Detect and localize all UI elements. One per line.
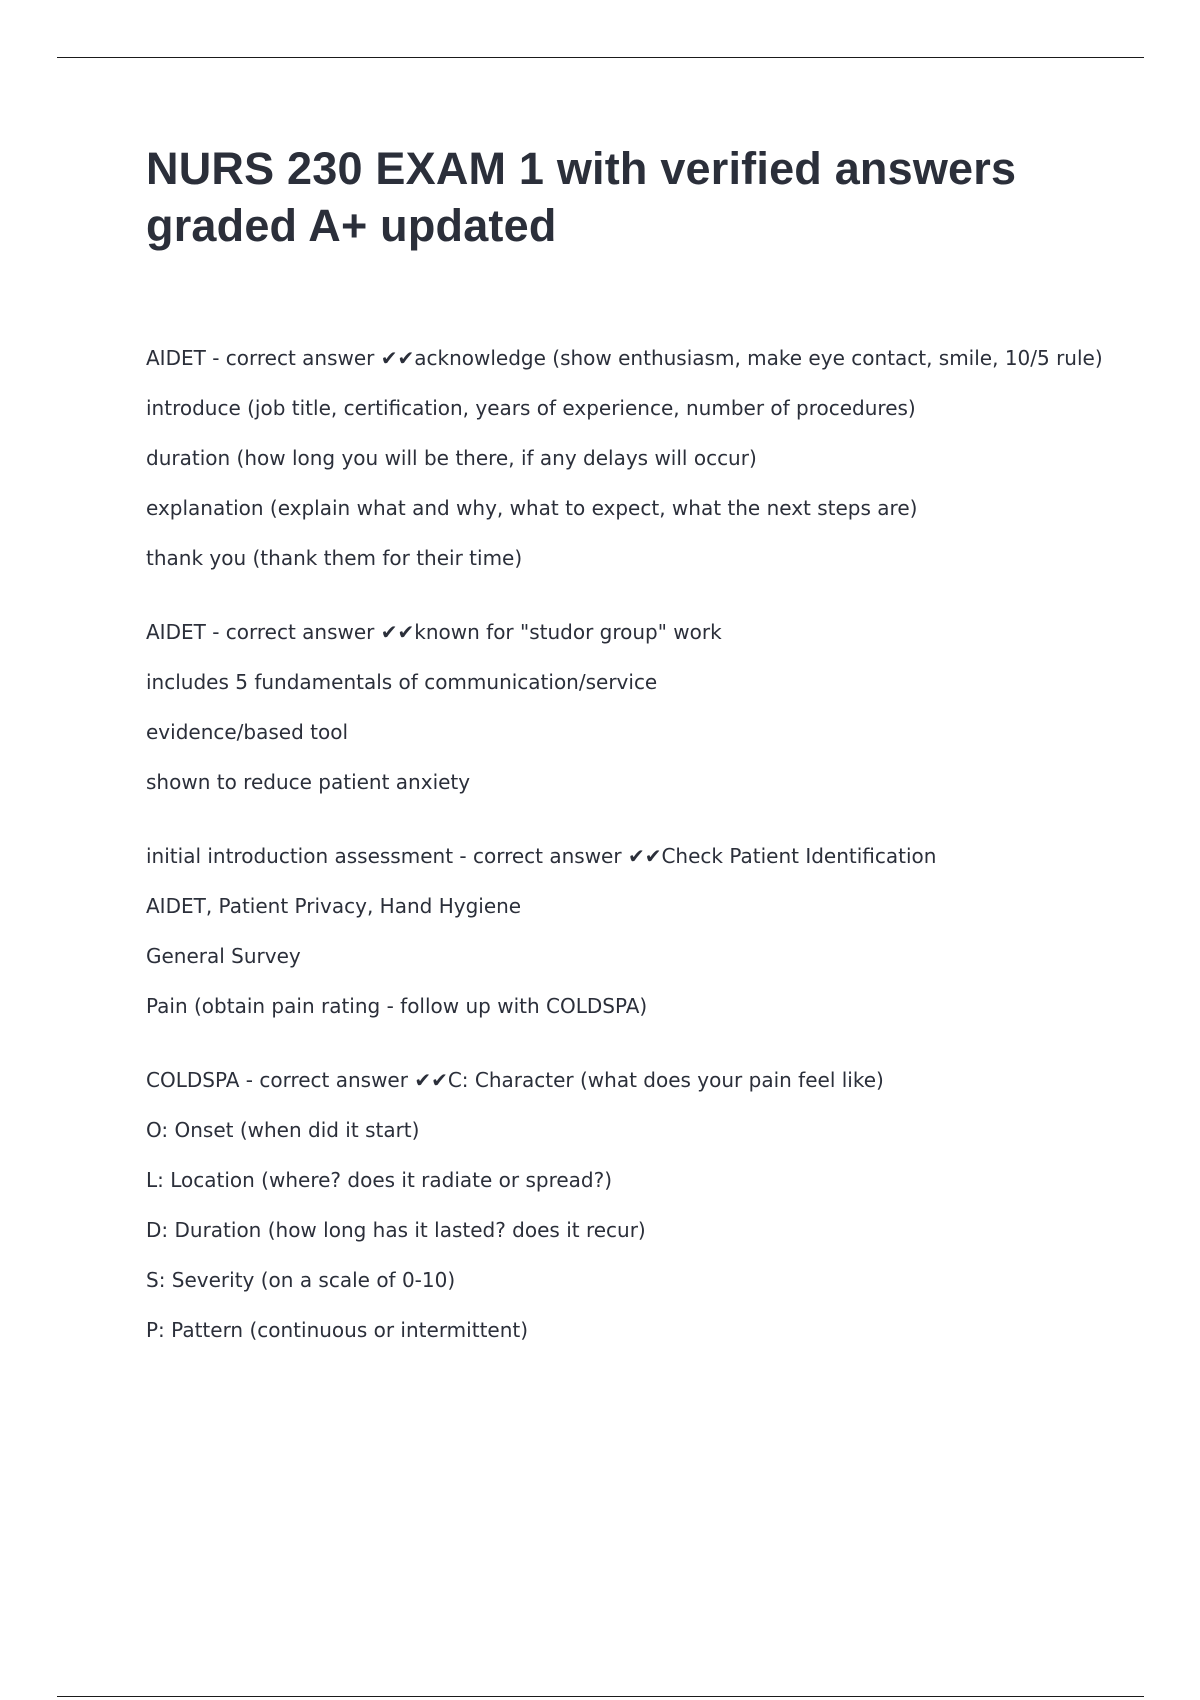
- flashcard-line: duration (how long you will be there, if any delays will occur): [146, 446, 757, 470]
- flashcard-line: Pain (obtain pain rating - follow up with COLDSPA): [146, 994, 648, 1018]
- flashcard-line: General Survey: [146, 944, 301, 968]
- flashcard-line: AIDET - correct answer ✔✔acknowledge (show enthusiasm, make eye contact, smile, 10/5 rule): [146, 346, 1103, 370]
- flashcard-line: AIDET, Patient Privacy, Hand Hygiene: [146, 894, 522, 918]
- top-rule: [57, 57, 1144, 58]
- flashcard-line: AIDET - correct answer ✔✔known for "studor group" work: [146, 620, 722, 644]
- flashcard-list: [146, 346, 1106, 1342]
- flashcard-coldspa: [146, 1068, 1106, 1342]
- flashcard-line: includes 5 fundamentals of communication/service: [146, 670, 658, 694]
- flashcard-line: shown to reduce patient anxiety: [146, 770, 471, 794]
- document-title: NURS 230 EXAM 1 with verified answers graded A+ updated: [146, 143, 1017, 251]
- flashcard-line: thank you (thank them for their time): [146, 546, 523, 570]
- flashcard-line: introduce (job title, certification, years of experience, number of procedures): [146, 396, 916, 420]
- flashcard-line: P: Pattern (continuous or intermittent): [146, 1318, 529, 1342]
- bottom-rule: [57, 1696, 1144, 1697]
- flashcard-line: explanation (explain what and why, what to expect, what the next steps are): [146, 496, 918, 520]
- flashcard-initial-assessment: [146, 844, 1106, 1018]
- flashcard-line: O: Onset (when did it start): [146, 1118, 420, 1142]
- flashcard-line: evidence/based tool: [146, 720, 349, 744]
- flashcard-line: initial introduction assessment - correct answer ✔✔Check Patient Identification: [146, 844, 937, 868]
- flashcard-line: D: Duration (how long has it lasted? does it recur): [146, 1218, 646, 1242]
- flashcard-line: L: Location (where? does it radiate or spread?): [146, 1168, 613, 1192]
- flashcard-aidet-2: [146, 620, 1106, 794]
- flashcard-line: S: Severity (on a scale of 0-10): [146, 1268, 456, 1292]
- flashcard-aidet-1: [146, 346, 1106, 570]
- document-page: [146, 140, 1106, 1392]
- flashcard-line: COLDSPA - correct answer ✔✔C: Character (what does your pain feel like): [146, 1068, 884, 1092]
